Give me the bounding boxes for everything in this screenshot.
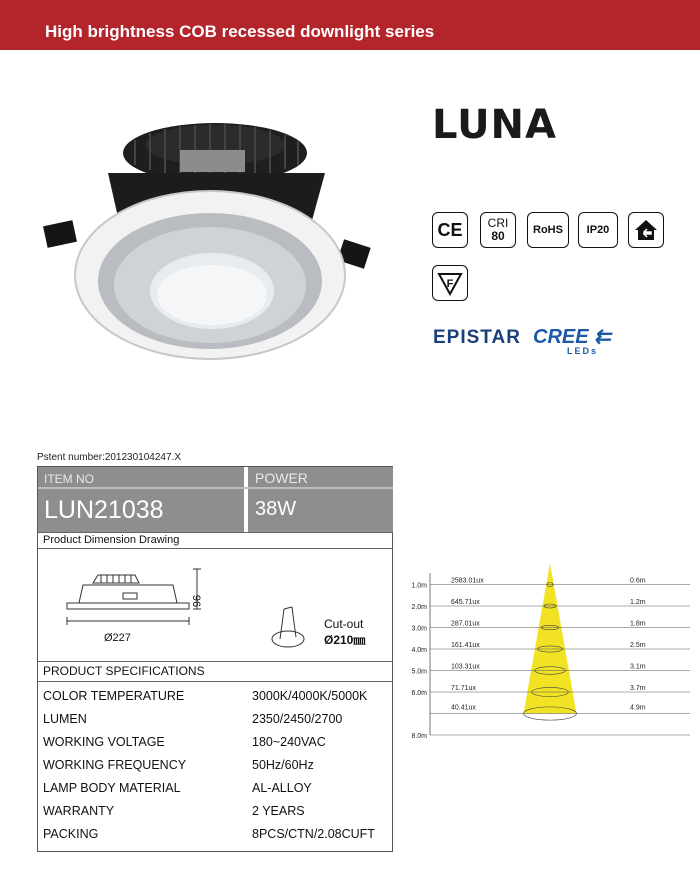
section-divider [38,681,393,682]
spec-key: LAMP BODY MATERIAL [43,781,181,795]
beam-diameter-label: 2.5m [630,642,646,649]
ce-badge: CE [432,212,468,248]
distance-label: 6.0m [411,690,427,697]
beam-diameter-label: 0.6m [630,577,646,585]
section-divider [38,532,393,533]
spec-row [43,804,388,826]
item-no-value: LUN21038 [44,496,164,524]
beam-cone [524,563,577,714]
spec-value: 8PCS/CTN/2.08CUFT [252,827,375,841]
cutout-icon [268,601,308,649]
spec-key: LUMEN [43,712,87,726]
beam-diameter-label: 1.2m [630,599,646,606]
cree-logo-text: CREE [533,326,589,348]
lux-label: 645.71ux [451,599,480,606]
spec-key: WORKING FREQUENCY [43,758,187,772]
spec-value: AL-ALLOY [252,781,312,795]
section-divider [38,548,393,549]
spec-sheet-box [37,466,393,852]
lux-label: 287.01ux [451,620,480,628]
lux-label: 103.31ux [451,663,480,671]
distance-label: 4.0m [411,647,427,654]
beam-angle-diagram [395,545,695,750]
section-divider [38,661,393,662]
cri-badge [480,212,516,248]
spec-key: PACKING [43,827,99,841]
specifications-title: PRODUCT SPECIFICATIONS [43,664,205,678]
distance-label: 3.0m [411,625,427,633]
distance-label: 2.0m [411,604,427,611]
dimension-drawing-title: Product Dimension Drawing [43,534,180,546]
rohs-badge: RoHS [527,212,569,248]
f-mark-badge [432,265,468,301]
beam-diameter-label: 4.9m [630,704,646,712]
power-label: POWER [255,470,308,486]
cri-label: CRI [487,216,509,230]
lux-label: 2583.01ux [451,577,484,585]
cree-arrow-icon: ⇇ [588,326,611,348]
spec-value: 2350/2450/2700 [252,712,343,726]
lux-label: 40.41ux [451,704,476,712]
patent-number: Pstent number:201230104247.X [37,452,181,463]
ip20-badge: IP20 [578,212,618,248]
item-no-label: ITEM NO [44,472,94,486]
beam-diameter-label: 3.1m [630,663,646,671]
banner-title: High brightness COB recessed downlight series [45,22,435,41]
cutout-dimension: Ø210㎜ [324,633,366,647]
spec-key: WARRANTY [43,804,115,818]
power-value: 38W [255,498,297,520]
spec-row [43,781,388,803]
spec-key: COLOR TEMPERATURE [43,689,185,703]
cri-value: 80 [491,229,505,243]
distance-label: 8.0m [411,733,427,740]
downlight-product-image [40,95,380,370]
header-midline [38,487,393,489]
f-mark-letter: F [446,278,454,290]
height-dimension: 96 [190,594,203,608]
spec-row [43,758,388,780]
spec-value: 50Hz/60Hz [252,758,314,772]
epistar-logo: EPISTAR [433,327,521,348]
diameter-dimension: Ø227 [104,632,131,644]
spec-value: 3000K/4000K/5000K [252,689,368,703]
dimension-drawing [53,565,233,653]
spec-value: 180~240VAC [252,735,326,749]
beam-diameter-label: 1.8m [630,620,646,628]
lux-label: 161.41ux [451,642,480,649]
spec-key: WORKING VOLTAGE [43,735,165,749]
spec-row [43,827,388,849]
cutout-label: Cut-out [324,617,364,631]
beam-diameter-label: 3.7m [630,685,646,692]
house-icon [628,212,664,248]
cree-leds-text: LEDs [567,346,599,356]
title-banner [0,0,700,50]
spec-row [43,712,388,734]
product-name: LUNA [432,102,557,148]
distance-label: 1.0m [411,582,427,590]
distance-label: 5.0m [411,668,427,676]
spec-row [43,735,388,757]
spec-value: 2 YEARS [252,804,305,818]
lux-label: 71.71ux [451,685,476,692]
spec-row [43,689,388,711]
